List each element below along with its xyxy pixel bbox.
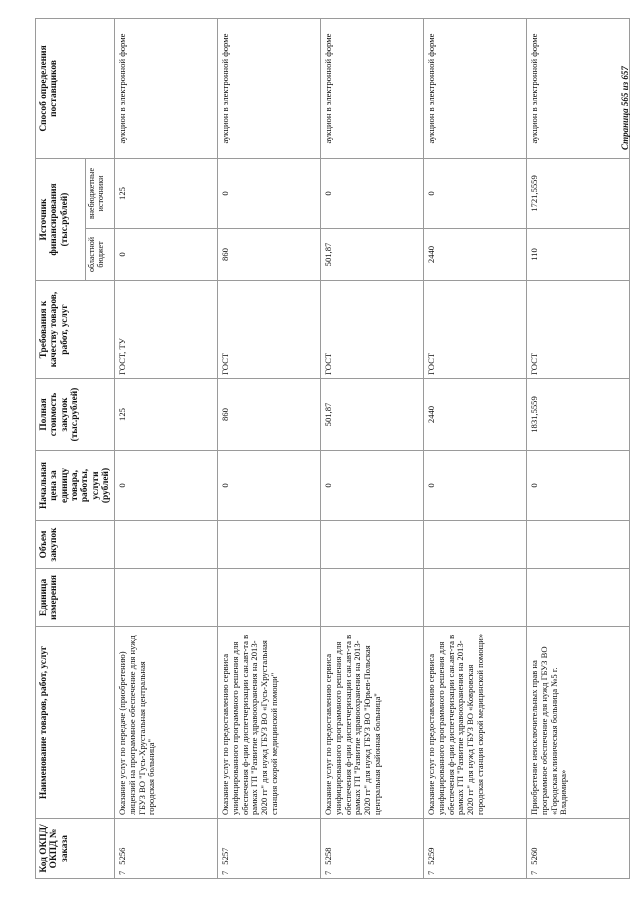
item-unit [218,569,321,627]
item-volume [321,521,424,569]
procurement-table [35,18,630,879]
item-okpd-code: 7 [323,870,334,875]
item-funding-extra: 0 [218,159,321,229]
item-unit [424,569,527,627]
table-header [36,19,115,879]
header-total: Полная стоимость закупок (тыс.рублей) [36,379,115,451]
item-price: 0 [115,451,218,521]
item-volume [527,521,630,569]
item-method: аукцион в электронной форме [218,19,321,159]
item-code [115,819,218,879]
item-name: Оказание услуг по предоставлению сервиса унифицированного программного решения для обеспечения ф-ции диспетчеризации сан.авт-та в рамках ГП "Развитие здравоохранения на 2013-2020 гг" для нужд ГБУЗ ВО "Юрьев-Польская центральная районная больница" [321,627,424,819]
header-funding: Источник финансирования (тыс.рублей) [36,159,86,281]
item-volume [115,521,218,569]
item-unit [527,569,630,627]
item-unit [115,569,218,627]
item-code [218,819,321,879]
item-method: аукцион в электронной форме [527,19,630,159]
item-total: 860 [218,379,321,451]
item-funding-regional: 0 [115,229,218,281]
item-okpd-code: 7 [529,870,540,875]
item-order-number: 5260 [529,847,540,865]
header-volume: Объем закупок [36,521,115,569]
item-price: 0 [527,451,630,521]
table-row [424,19,527,879]
item-name: Приобретение неисключительных прав на программное обеспечение для нужд ГБУЗ ВО «Городская клиническая больница №5 г. Владимира» [527,627,630,819]
item-name: Оказание услуг по предоставлению сервиса унифицированного программного решения для обеспечения ф-ции диспетчеризации сан.авт-та в рамках ГП "Развитие здравоохранения на 2013-2020 гг" для нужд ГБУЗ ВО «Ковровская городская станция скорой медицинской помощи» [424,627,527,819]
item-funding-extra: 125 [115,159,218,229]
item-order-number: 5259 [426,847,437,865]
item-quality: ГОСТ, ТУ [115,281,218,379]
item-method: аукцион в электронной форме [321,19,424,159]
item-funding-extra: 0 [424,159,527,229]
item-quality: ГОСТ [321,281,424,379]
header-funding-regional: областной бюджет [85,229,115,281]
item-code [527,819,630,879]
item-total: 2440 [424,379,527,451]
header-quality: Требования к качеству товаров, работ, услуг [36,281,115,379]
item-total: 501,87 [321,379,424,451]
item-funding-regional: 2440 [424,229,527,281]
item-funding-regional: 501,87 [321,229,424,281]
header-funding-extra: внебюджетные источники [85,159,115,229]
header-method: Способ определения поставщиков [36,19,115,159]
header-price: Начальная цена за единицу товара, работы, услуги (рублей) [36,451,115,521]
item-code [321,819,424,879]
item-order-number: 5258 [323,847,334,865]
item-price: 0 [218,451,321,521]
table-row [321,19,424,879]
item-method: аукцион в электронной форме [424,19,527,159]
header-code: Код ОКПД/ ОКПД № заказа [36,819,115,879]
item-funding-regional: 110 [527,229,630,281]
header-unit: Единица измерения [36,569,115,627]
item-funding-extra: 1721,5559 [527,159,630,229]
item-code [424,819,527,879]
page-number: Страница 565 из 657 [620,66,630,150]
item-name: Оказание услуг по передаче (приобретению) лицензий на программное обеспечение для нужд ГБУЗ ВО "Гусь-Хрустальная центральная городская больница" [115,627,218,819]
item-total: 1831,5559 [527,379,630,451]
item-funding-regional: 860 [218,229,321,281]
item-funding-extra: 0 [321,159,424,229]
item-volume [218,521,321,569]
table-row [115,19,218,879]
header-name: Наименование товаров, работ, услуг [36,627,115,819]
item-method: аукцион в электронной форме [115,19,218,159]
item-okpd-code: 7 [220,870,231,875]
item-unit [321,569,424,627]
item-total: 125 [115,379,218,451]
item-okpd-code: 7 [426,870,437,875]
item-quality: ГОСТ [218,281,321,379]
table-row [527,19,630,879]
table-body [115,19,630,879]
item-volume [424,521,527,569]
item-price: 0 [424,451,527,521]
item-name: Оказание услуг по предоставлению сервиса унифицированного программного решения для обеспечения ф-ции диспетчеризации сан.авт-та в рамках ГП "Развитие здравоохранения на 2013-2020 гг" для нужд ГБУЗ ВО «Гусь-Хрустальная станция скорой медицинской помощи" [218,627,321,819]
item-okpd-code: 7 [117,870,128,875]
item-order-number: 5256 [117,847,128,865]
table-row [218,19,321,879]
item-quality: ГОСТ [424,281,527,379]
item-price: 0 [321,451,424,521]
item-order-number: 5257 [220,847,231,865]
item-quality: ГОСТ [527,281,630,379]
